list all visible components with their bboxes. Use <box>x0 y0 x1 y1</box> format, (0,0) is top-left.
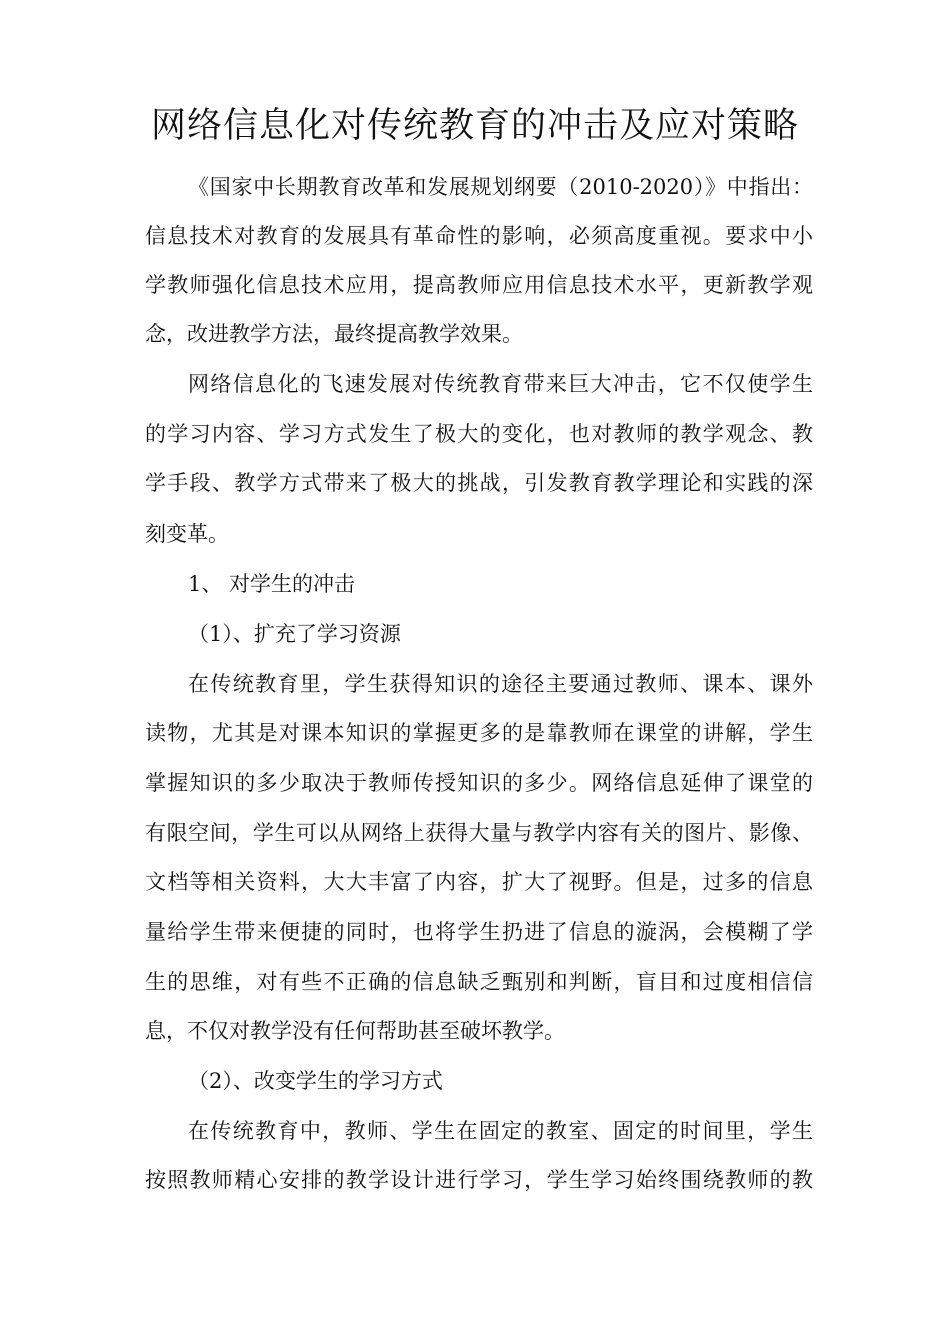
paragraph-line: 在传统教育中，教师、学生在固定的教室、固定的时间里，学生 <box>188 1119 813 1143</box>
paragraph-line: 刻变革。 <box>145 522 229 546</box>
paragraph-line: 按照教师精心安排的教学设计进行学习，学生学习始终围绕教师的教 <box>145 1168 813 1192</box>
paragraph-line: 息，不仅对教学没有任何帮助甚至破坏教学。 <box>145 1019 565 1043</box>
paragraph-line: 学教师强化信息技术应用，提高教师应用信息技术水平，更新教学观 <box>145 273 813 297</box>
paragraph-line: 生的思维，对有些不正确的信息缺乏甄别和判断，盲目和过度相信信 <box>145 970 813 994</box>
paragraph-line: 掌握知识的多少取决于教师传授知识的多少。网络信息延伸了课堂的 <box>145 771 813 795</box>
document-title: 网络信息化对传统教育的冲击及应对策略 <box>150 106 799 146</box>
subsection-heading: （1）、扩充了学习资源 <box>188 622 401 646</box>
paragraph-line: 有限空间，学生可以从网络上获得大量与教学内容有关的图片、影像、 <box>145 821 813 845</box>
paragraph-line: 网络信息化的飞速发展对传统教育带来巨大冲击，它不仅使学生 <box>188 372 813 396</box>
paragraph-line: 量给学生带来便捷的同时，也将学生扔进了信息的漩涡，会模糊了学 <box>145 920 813 944</box>
paragraph-line: 读物，尤其是对课本知识的掌握更多的是靠教师在课堂的讲解，学生 <box>145 721 813 745</box>
section-heading: 1、 对学生的冲击 <box>188 572 356 596</box>
paragraph-line: 念，改进教学方法，最终提高教学效果。 <box>145 322 523 346</box>
paragraph-line: 学手段、教学方式带来了极大的挑战，引发教育教学理论和实践的深 <box>145 471 813 495</box>
paragraph-line: 《国家中长期教育改革和发展规划纲要（2010-2020）》中指出： <box>188 175 813 199</box>
paragraph-line: 信息技术对教育的发展具有革命性的影响，必须高度重视。要求中小 <box>145 224 813 248</box>
paragraph-line: 在传统教育里，学生获得知识的途径主要通过教师、课本、课外 <box>188 672 813 696</box>
subsection-heading: （2）、改变学生的学习方式 <box>188 1069 443 1093</box>
paragraph-line: 文档等相关资料，大大丰富了内容，扩大了视野。但是，过多的信息 <box>145 870 813 894</box>
paragraph-line: 的学习内容、学习方式发生了极大的变化，也对教师的教学观念、教 <box>145 422 813 446</box>
